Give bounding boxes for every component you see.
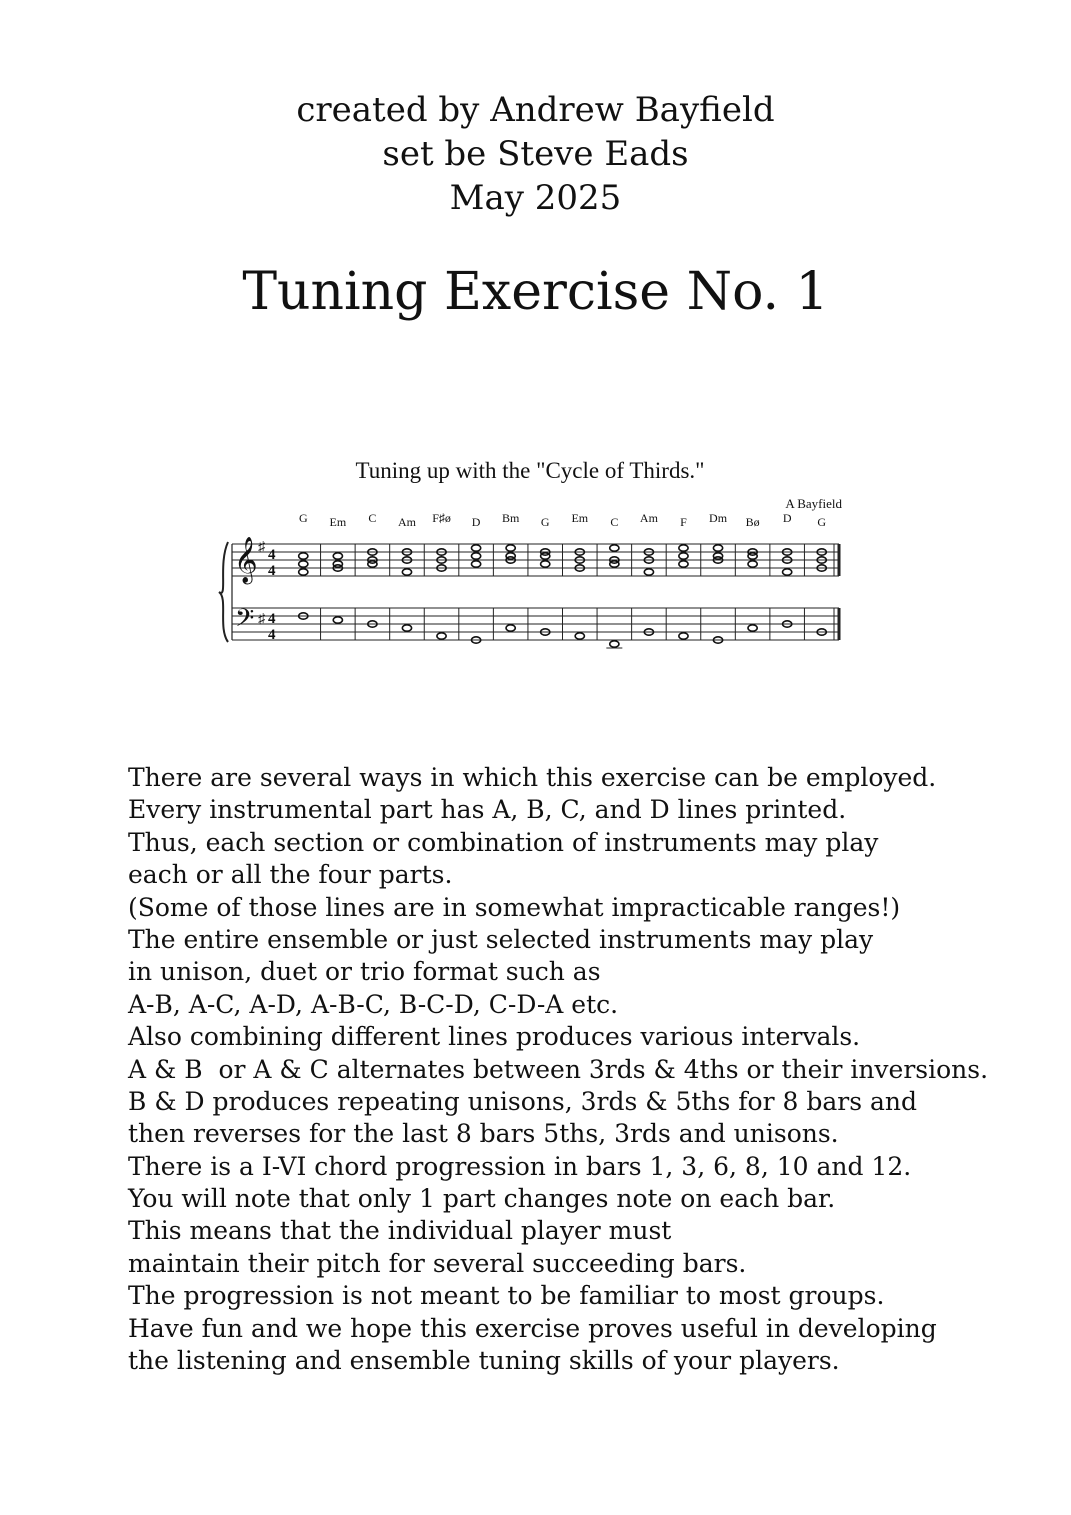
- chord-symbol: C: [368, 511, 377, 525]
- music-score: [200, 440, 880, 670]
- instruction-line: A-B, A-C, A-D, A-B-C, B-C-D, C-D-A etc.: [128, 989, 619, 1019]
- instruction-line: The progression is not meant to be familiar to most groups.: [128, 1281, 885, 1311]
- instruction-line: A & B or A & C alternates between 3rds & 4ths or their inversions.: [128, 1054, 989, 1084]
- chord-symbol: G: [817, 515, 827, 529]
- chord-symbols: [299, 511, 826, 529]
- chord-symbol: Em: [329, 515, 347, 529]
- treble-note: [748, 561, 757, 567]
- chord-symbol: Am: [397, 515, 416, 529]
- treble-note: [299, 561, 308, 567]
- treble-note: [679, 561, 688, 567]
- brace: [219, 542, 228, 642]
- chord-symbol: F: [680, 515, 687, 529]
- treble-note: [299, 553, 308, 559]
- bass-note: [679, 633, 688, 639]
- instruction-line: the listening and ensemble tuning skills of your players.: [128, 1346, 840, 1376]
- instruction-line: Also combining different lines produces various intervals.: [128, 1022, 861, 1052]
- instruction-line: This means that the individual player must: [128, 1216, 672, 1246]
- chord-symbol: Bø: [745, 515, 760, 529]
- bass-note: [333, 617, 342, 623]
- bass-note: [575, 633, 584, 639]
- chord-symbol: F♯ø: [432, 511, 451, 525]
- composer-credit: A Bayfield: [785, 496, 842, 511]
- treble-note: [783, 569, 792, 575]
- instruction-line: B & D produces repeating unisons, 3rds & 5ths for 8 bars and: [128, 1086, 918, 1116]
- instruction-line: You will note that only 1 part changes note on each bar.: [128, 1184, 836, 1214]
- instruction-line: (Some of those lines are in somewhat impracticable ranges!): [128, 892, 901, 922]
- bass-note: [506, 625, 515, 631]
- chord-symbol: Bm: [501, 511, 520, 525]
- treble-note: [471, 561, 480, 567]
- treble-note: [506, 545, 515, 551]
- treble-note: [541, 561, 550, 567]
- instruction-line: maintain their pitch for several succeeding bars.: [128, 1248, 747, 1278]
- instruction-line: Thus, each section or combination of instruments may play: [128, 827, 879, 857]
- chord-symbol: Am: [639, 511, 658, 525]
- treble-note: [713, 545, 722, 551]
- date-line: May 2025: [449, 178, 622, 218]
- bass-note: [610, 641, 619, 647]
- treble-note: [679, 545, 688, 551]
- bass-clef: 𝄢: [235, 605, 255, 638]
- instruction-line: There is a I-VI chord progression in bars 1, 3, 6, 8, 10 and 12.: [128, 1151, 912, 1181]
- chord-symbol: C: [610, 515, 619, 529]
- chord-symbol: G: [540, 515, 550, 529]
- bass-key-sharp: ♯: [258, 612, 265, 627]
- chord-symbol: Dm: [709, 511, 728, 525]
- bass-note: [402, 625, 411, 631]
- treble-note: [402, 569, 411, 575]
- treble-note: [679, 553, 688, 559]
- instruction-line: The entire ensemble or just selected instruments may play: [128, 924, 874, 954]
- treble-note: [644, 569, 653, 575]
- credits-block: [0, 88, 1071, 220]
- treble-key-sharp: ♯: [258, 540, 265, 555]
- treble-note: [299, 569, 308, 575]
- treble-note: [471, 545, 480, 551]
- chord-symbol: Em: [571, 511, 589, 525]
- instruction-line: each or all the four parts.: [128, 860, 453, 890]
- treble-note: [610, 545, 619, 551]
- bass-note: [748, 625, 757, 631]
- time-signature-bottom: 4: [268, 627, 276, 643]
- instruction-line: There are several ways in which this exercise can be employed.: [128, 763, 937, 792]
- set-by-line: set be Steve Eads: [382, 134, 689, 174]
- instruction-line: in unison, duet or trio format such as: [128, 957, 601, 987]
- chord-symbol: G: [298, 511, 308, 525]
- treble-clef: 𝄞: [234, 537, 258, 582]
- chord-symbol: D: [782, 511, 792, 525]
- treble-note: [471, 553, 480, 559]
- page-title: Tuning Exercise No. 1: [242, 262, 829, 322]
- time-signature-top: 4: [268, 611, 276, 627]
- grand-staff: [219, 537, 839, 648]
- treble-note: [333, 553, 342, 559]
- instruction-line: then reverses for the last 8 bars 5ths, 3rds and unisons.: [128, 1119, 839, 1149]
- created-by-line: created by Andrew Bayfield: [296, 90, 775, 130]
- time-signature-bottom: 4: [268, 563, 276, 579]
- instruction-line: Every instrumental part has A, B, C, and D lines printed.: [128, 795, 847, 825]
- instructions-text: [128, 762, 1028, 1377]
- instruction-line: Have fun and we hope this exercise proves useful in developing: [128, 1313, 937, 1343]
- chord-symbol: D: [471, 515, 481, 529]
- bass-note: [437, 633, 446, 639]
- time-signature-top: 4: [268, 547, 276, 563]
- score-heading: Tuning up with the "Cycle of Thirds.": [355, 458, 705, 483]
